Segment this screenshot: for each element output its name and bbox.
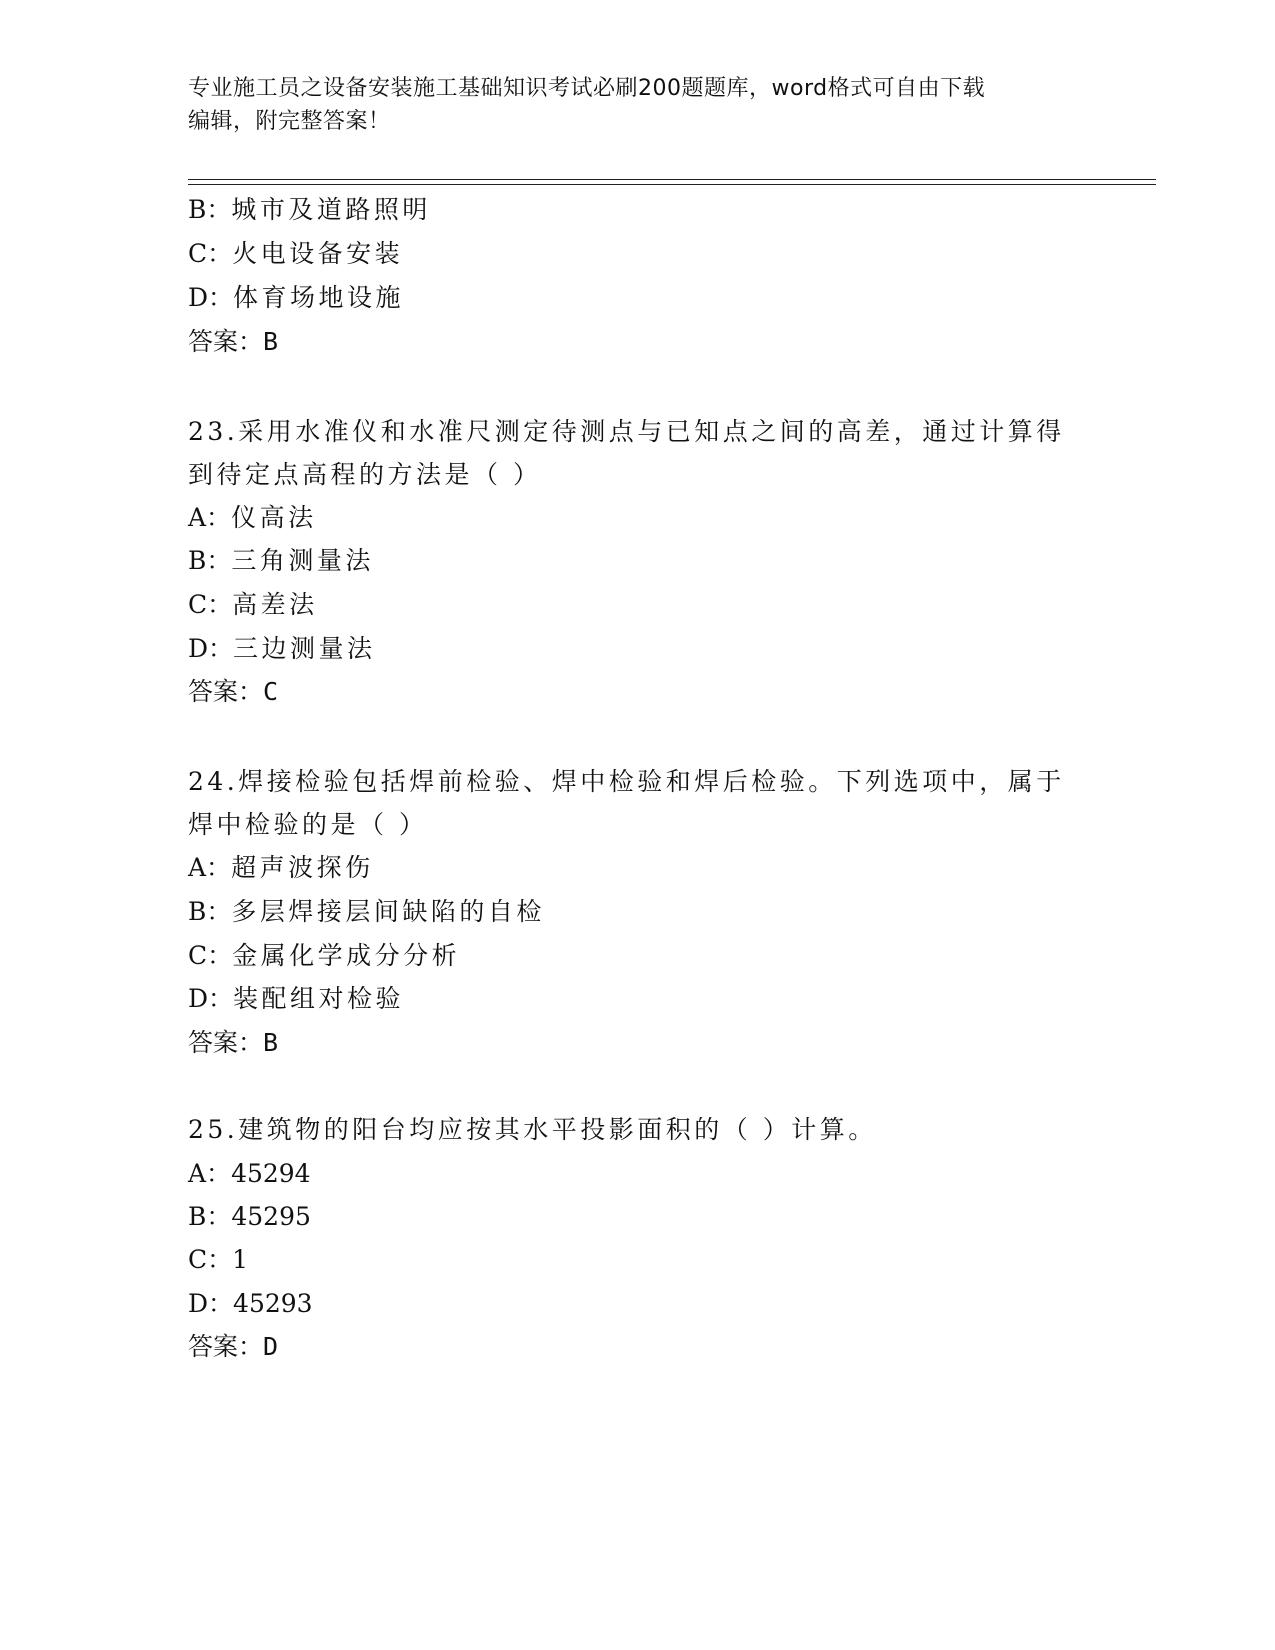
option-row — [188, 501, 317, 535]
option-text: 装配组对检验 — [233, 984, 405, 1013]
option-text: 火电设备安装 — [232, 239, 404, 268]
option-letter: D： — [188, 1289, 234, 1318]
answer-row — [188, 325, 278, 359]
header-divider-bottom — [188, 184, 1156, 185]
option-letter: B： — [188, 195, 232, 224]
option-letter: D： — [188, 984, 234, 1013]
option-text: 仪高法 — [231, 503, 317, 532]
option-letter: B： — [188, 546, 232, 575]
option-letter: A： — [188, 853, 232, 882]
option-text: 1 — [232, 1245, 249, 1274]
option-text: 45295 — [231, 1202, 311, 1231]
option-text: 超声波探伤 — [231, 853, 374, 882]
option-row — [188, 193, 431, 227]
option-row — [188, 588, 318, 622]
option-row — [188, 544, 374, 578]
option-text: 45293 — [233, 1289, 313, 1318]
option-letter: B： — [188, 897, 232, 926]
option-row — [188, 851, 374, 885]
option-row — [188, 281, 404, 315]
option-text: 城市及道路照明 — [231, 195, 431, 224]
document-header — [188, 72, 1068, 138]
option-text: 体育场地设施 — [233, 283, 405, 312]
answer-value: C — [263, 677, 279, 706]
question-stem-line: 焊中检验的是（ ） — [188, 810, 428, 839]
option-text: 多层焊接层间缺陷的自检 — [231, 897, 545, 926]
answer-label: 答案： — [188, 677, 264, 706]
option-row — [188, 632, 376, 666]
question-stem-line: 23.采用水准仪和水准尺测定待测点与已知点之间的高差，通过计算得 — [188, 417, 1065, 446]
option-letter: D： — [188, 634, 234, 663]
option-text: 三边测量法 — [233, 634, 376, 663]
option-text: 金属化学成分分析 — [232, 941, 461, 970]
answer-label: 答案： — [188, 327, 264, 356]
header-line-1: 专业施工员之设备安装施工基础知识考试必刷200题题库，word格式可自由下载 — [188, 76, 986, 101]
option-letter: C： — [188, 590, 233, 619]
header-line-2: 编辑，附完整答案！ — [188, 109, 391, 134]
option-row — [188, 1243, 248, 1277]
question-stem-line: 到待定点高程的方法是（ ） — [188, 460, 542, 489]
option-row — [188, 1287, 313, 1321]
option-row — [188, 895, 545, 929]
option-letter: A： — [188, 503, 232, 532]
option-text: 三角测量法 — [231, 546, 374, 575]
answer-row — [188, 675, 278, 709]
option-row — [188, 1157, 311, 1191]
answer-label: 答案： — [188, 1028, 264, 1057]
answer-value: D — [263, 1332, 279, 1361]
option-row — [188, 1200, 311, 1234]
question-stem-line: 25.建筑物的阳台均应按其水平投影面积的（ ）计算。 — [188, 1115, 877, 1144]
answer-label: 答案： — [188, 1332, 264, 1361]
option-row — [188, 237, 403, 271]
option-row — [188, 939, 460, 973]
option-letter: B： — [188, 1202, 232, 1231]
option-letter: C： — [188, 941, 233, 970]
question-stem-line: 24.焊接检验包括焊前检验、焊中检验和焊后检验。下列选项中，属于 — [188, 767, 1065, 796]
option-letter: C： — [188, 239, 233, 268]
option-letter: A： — [188, 1159, 232, 1188]
answer-value: B — [263, 1028, 279, 1057]
option-letter: D： — [188, 283, 234, 312]
answer-row — [188, 1026, 278, 1060]
option-row — [188, 982, 404, 1016]
answer-value: B — [263, 327, 279, 356]
option-letter: C： — [188, 1245, 233, 1274]
header-divider-top — [188, 179, 1156, 180]
option-text: 高差法 — [232, 590, 318, 619]
answer-row — [188, 1330, 278, 1364]
option-text: 45294 — [231, 1159, 311, 1188]
